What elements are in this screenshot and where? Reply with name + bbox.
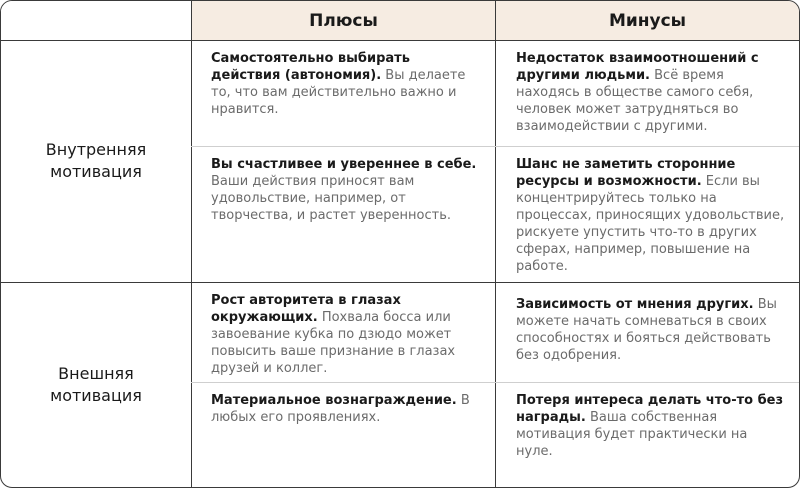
cell-text: Ваши действия приносят вам удовольствие, например, от творчества, и растет уверенность. <box>211 174 452 223</box>
cell-bold: Недостаток взаимоотношений с другими людьми. <box>516 51 759 83</box>
cell-bold: Зависимость от мнения других. <box>516 297 754 312</box>
cell-external-minus-2 <box>496 382 799 487</box>
cell-text: Похвала босса или завоевание кубка по дзюдо может повысить ваше признание в глазах друзей и коллег. <box>211 310 456 376</box>
cell-external-plus-2 <box>191 382 496 487</box>
divider-vertical-2 <box>495 1 496 487</box>
row-label-external <box>1 282 191 487</box>
divider-group <box>1 282 799 283</box>
cell-text: Вы делаете то, что вам действительно важно и нравится. <box>211 68 466 117</box>
cell-internal-minus-2 <box>496 146 799 282</box>
cell-text: Ваша собственная мотивация будет практически на нуле. <box>516 410 748 459</box>
cell-internal-minus-1 <box>496 40 799 146</box>
divider-row-3 <box>191 382 799 383</box>
header-corner <box>1 1 191 40</box>
cell-external-plus-1 <box>191 282 496 382</box>
header-plus: Плюсы <box>191 1 496 40</box>
divider-vertical-1 <box>191 1 192 487</box>
row-label-external-text: Внешняя мотивация <box>50 363 142 405</box>
divider-header <box>1 40 799 41</box>
cell-text: Вы можете начать сомневаться в своих способностях и бояться действовать без одобрения. <box>516 297 777 363</box>
cell-external-minus-1 <box>496 282 799 382</box>
row-label-internal <box>1 40 191 282</box>
cell-bold: Материальное вознаграждение. <box>211 393 457 408</box>
cell-internal-plus-2 <box>191 146 496 282</box>
cell-bold: Рост авторитета в глазах окружающих. <box>211 293 401 325</box>
cell-bold: Шанс не заметить сторонние ресурсы и возможности. <box>516 157 736 189</box>
cell-text: В любых его проявлениях. <box>211 393 470 425</box>
cell-text: Если вы концентрируйтесь только на процессах, приносящих удовольствие, рискуете упустить что-то в других сферах, например, повышение на работе. <box>516 174 785 274</box>
cell-text: Всё время находясь в обществе самого себя, человек может затрудняться во взаимодействии с другими. <box>516 68 754 134</box>
divider-row-1 <box>191 146 799 147</box>
row-label-internal-text: Внутренняя мотивация <box>45 140 147 181</box>
cell-bold: Самостоятельно выбирать действия (автономия). <box>211 51 410 83</box>
cell-internal-plus-1 <box>191 40 496 146</box>
cell-bold: Потеря интереса делать что-то без награды. <box>516 393 784 425</box>
cell-bold: Вы счастливее и увереннее в себе. <box>211 157 477 172</box>
header-minus: Минусы <box>496 1 799 40</box>
